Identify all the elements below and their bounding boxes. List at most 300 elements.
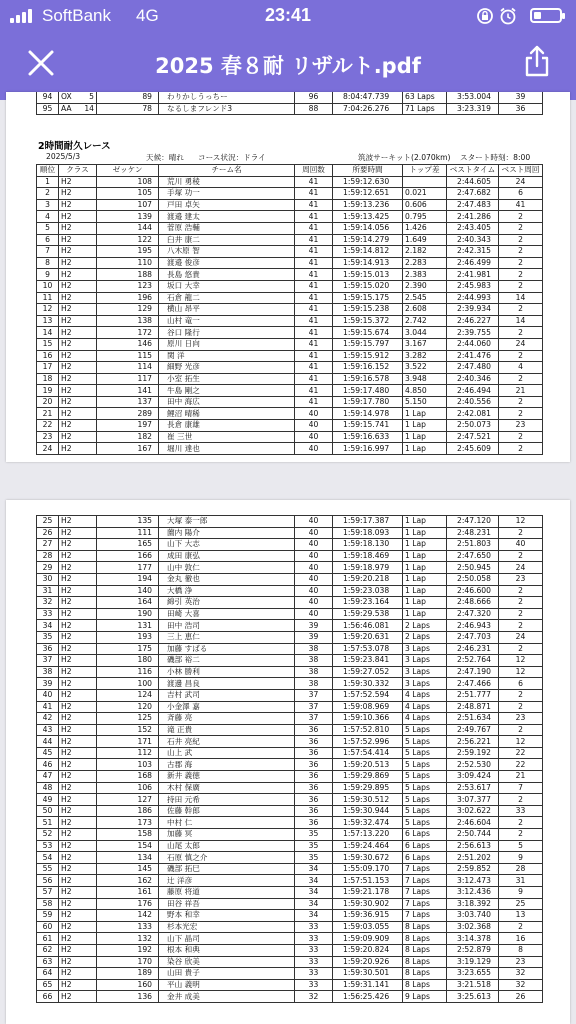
table-row: [37, 863, 543, 875]
table-row: [37, 910, 543, 922]
cell-best-time: 2:45.983: [447, 280, 499, 292]
cell-number: 144: [97, 222, 159, 234]
cell-total-time: 1:59:30.332: [333, 678, 403, 690]
cell-gap: 1 Lap: [403, 527, 447, 539]
cell-gap: 6 Laps: [403, 840, 447, 852]
race-weather: 天候：晴れ: [146, 153, 184, 162]
cell-gap: 1 Lap: [403, 550, 447, 562]
cell-laps: 41: [295, 362, 333, 374]
cell-best-lap: 2: [499, 373, 543, 385]
cell-number: 165: [97, 539, 159, 551]
cell-class: H2: [59, 338, 97, 350]
cell-laps: 36: [295, 724, 333, 736]
cell-class: H2: [59, 771, 97, 783]
header-best-time: ベストタイム: [447, 165, 499, 177]
table-row: [37, 92, 543, 103]
results-body-page2: [37, 516, 543, 1003]
cell-total-time: 1:57:54.414: [333, 747, 403, 759]
cell-number: 136: [97, 991, 159, 1003]
cell-gap: 2 Laps: [403, 620, 447, 632]
cell-best-lap: 2: [499, 327, 543, 339]
cell-best-time: 3:14.378: [447, 933, 499, 945]
cell-number: 193: [97, 631, 159, 643]
cell-total-time: 1:59:30.944: [333, 805, 403, 817]
table-row: [37, 805, 543, 817]
cell-team: 牛島 剛之: [159, 385, 295, 397]
cell-position: 24: [37, 443, 59, 455]
cell-laps: 33: [295, 956, 333, 968]
cell-position: 59: [37, 910, 59, 922]
cell-class: H2: [59, 759, 97, 771]
cell-number: 105: [97, 188, 159, 200]
table-row: [37, 315, 543, 327]
cell-total-time: 1:57:53.078: [333, 643, 403, 655]
table-row: [37, 968, 543, 980]
cell-best-lap: 9: [499, 852, 543, 864]
cell-best-time: 2:42.315: [447, 246, 499, 258]
header-number: ゼッケン: [97, 165, 159, 177]
cell-number: 111: [97, 527, 159, 539]
cell-class: H2: [59, 222, 97, 234]
cell-total-time: 1:59:18.469: [333, 550, 403, 562]
cell-gap: 5 Laps: [403, 817, 447, 829]
cell-laps: 33: [295, 921, 333, 933]
cell-number: 192: [97, 944, 159, 956]
cell-best-lap: 23: [499, 420, 543, 432]
cell-gap: 3.282: [403, 350, 447, 362]
table-row: [37, 573, 543, 585]
cell-position: 46: [37, 759, 59, 771]
cell-total-time: 1:59:23.841: [333, 655, 403, 667]
cell-position: 23: [37, 431, 59, 443]
cell-best-lap: 13: [499, 910, 543, 922]
cell-gap: 2.283: [403, 257, 447, 269]
cell-position: 45: [37, 747, 59, 759]
cell-class: H2: [59, 933, 97, 945]
nav-bar: [0, 34, 576, 100]
cell-position: 39: [37, 678, 59, 690]
cell-best-lap: 2: [499, 817, 543, 829]
cell-class: H2: [59, 211, 97, 223]
cell-position: 25: [37, 516, 59, 528]
cell-position: 44: [37, 736, 59, 748]
cell-class: H2: [59, 199, 97, 211]
cell-total-time: 7:04:26.276: [333, 103, 403, 115]
close-icon[interactable]: [26, 48, 56, 78]
cell-team: 磯部 拓巳: [159, 863, 295, 875]
cell-best-lap: 25: [499, 898, 543, 910]
cell-gap: 4 Laps: [403, 713, 447, 725]
cell-class: H2: [59, 689, 97, 701]
cell-number: 162: [97, 875, 159, 887]
cell-team: 山中 敦仁: [159, 562, 295, 574]
cell-gap: 1 Lap: [403, 562, 447, 574]
cell-gap: 8 Laps: [403, 921, 447, 933]
table-row: [37, 292, 543, 304]
cell-best-lap: 22: [499, 759, 543, 771]
cell-class: H2: [59, 257, 97, 269]
cell-number: 197: [97, 420, 159, 432]
cell-number: 125: [97, 713, 159, 725]
cell-best-time: 2:47.480: [447, 362, 499, 374]
cell-total-time: 1:59:17.387: [333, 516, 403, 528]
cell-best-lap: 2: [499, 597, 543, 609]
cell-total-time: 1:59:10.366: [333, 713, 403, 725]
cell-best-lap: 2: [499, 443, 543, 455]
cell-total-time: 1:59:29.869: [333, 771, 403, 783]
cell-team: 田中 海広: [159, 396, 295, 408]
cell-team: 古郡 海: [159, 759, 295, 771]
race-circuit: 筑波サーキット(2.070km): [358, 153, 451, 162]
cell-number: 103: [97, 759, 159, 771]
cell-best-lap: 32: [499, 968, 543, 980]
pdf-page-1[interactable]: [6, 92, 570, 462]
pdf-page-2[interactable]: [6, 500, 570, 1024]
cell-gap: 5 Laps: [403, 794, 447, 806]
cell-best-time: 2:44.060: [447, 338, 499, 350]
cell-total-time: 1:59:20.218: [333, 573, 403, 585]
cell-laps: 34: [295, 863, 333, 875]
cell-number: 172: [97, 327, 159, 339]
cell-number: 170: [97, 956, 159, 968]
cell-team: 綿引 英治: [159, 597, 295, 609]
cell-best-lap: 2: [499, 527, 543, 539]
cell-gap: 4.850: [403, 385, 447, 397]
cell-team: 加藤 すばる: [159, 643, 295, 655]
cell-position: 20: [37, 396, 59, 408]
results-table-page1: [36, 164, 543, 455]
cell-team: 磯部 裕二: [159, 655, 295, 667]
cell-number: 138: [97, 315, 159, 327]
cell-class: H2: [59, 246, 97, 258]
cell-best-lap: 24: [499, 176, 543, 188]
cell-position: 33: [37, 608, 59, 620]
cell-total-time: 1:59:15.741: [333, 420, 403, 432]
cell-position: 13: [37, 315, 59, 327]
cell-number: 140: [97, 585, 159, 597]
header-position: 順位: [37, 165, 59, 177]
cell-best-time: 2:44.605: [447, 176, 499, 188]
cell-class: H2: [59, 979, 97, 991]
header-laps: 周回数: [295, 165, 333, 177]
cell-position: 11: [37, 292, 59, 304]
cell-gap: 5 Laps: [403, 782, 447, 794]
cell-position: 57: [37, 887, 59, 899]
cell-total-time: 1:59:17.780: [333, 396, 403, 408]
cell-number: 168: [97, 771, 159, 783]
cell-position: 56: [37, 875, 59, 887]
cell-gap: 5 Laps: [403, 771, 447, 783]
cell-number: 164: [97, 597, 159, 609]
cell-number: 188: [97, 269, 159, 281]
cell-class: H2: [59, 643, 97, 655]
cell-position: 26: [37, 527, 59, 539]
cell-laps: 39: [295, 620, 333, 632]
cell-laps: 41: [295, 211, 333, 223]
cell-laps: 40: [295, 608, 333, 620]
table-row: [37, 257, 543, 269]
cell-gap: 0.021: [403, 188, 447, 200]
cell-best-lap: 2: [499, 257, 543, 269]
cell-class: H2: [59, 516, 97, 528]
cell-number: 117: [97, 373, 159, 385]
cell-laps: 36: [295, 736, 333, 748]
cell-gap: 7 Laps: [403, 898, 447, 910]
cell-laps: 34: [295, 898, 333, 910]
cell-team: 渡邉 建太: [159, 211, 295, 223]
cell-number: 177: [97, 562, 159, 574]
cell-best-time: 2:47.521: [447, 431, 499, 443]
cell-class: H2: [59, 852, 97, 864]
cell-gap: 2 Laps: [403, 631, 447, 643]
cell-position: 49: [37, 794, 59, 806]
cell-laps: 40: [295, 408, 333, 420]
results-body-page1: [37, 176, 543, 454]
cell-position: 8: [37, 257, 59, 269]
cell-team: 小室 拓生: [159, 373, 295, 385]
cell-class: H2: [59, 805, 97, 817]
cell-laps: 33: [295, 933, 333, 945]
cell-position: 27: [37, 539, 59, 551]
cell-team: 細野 光彦: [159, 362, 295, 374]
cell-laps: 36: [295, 817, 333, 829]
table-row: [37, 944, 543, 956]
cell-laps: 41: [295, 269, 333, 281]
cell-number: 112: [97, 747, 159, 759]
cell-class: H2: [59, 620, 97, 632]
cell-best-lap: 9: [499, 887, 543, 899]
cell-total-time: 1:59:23.164: [333, 597, 403, 609]
cell-gap: 4 Laps: [403, 701, 447, 713]
cell-total-time: 1:59:29.895: [333, 782, 403, 794]
cell-class: H2: [59, 863, 97, 875]
cell-laps: 33: [295, 979, 333, 991]
cell-best-lap: 36: [499, 103, 543, 115]
cell-laps: 40: [295, 585, 333, 597]
cell-team: 鯉沼 晴稀: [159, 408, 295, 420]
cell-gap: 1 Lap: [403, 539, 447, 551]
table-row: [37, 362, 543, 374]
cell-best-time: 3:07.377: [447, 794, 499, 806]
cell-position: 18: [37, 373, 59, 385]
cell-team: なるしまフレンド3: [159, 103, 295, 115]
cell-number: 152: [97, 724, 159, 736]
cell-team: 木村 保廣: [159, 782, 295, 794]
table-row: [37, 562, 543, 574]
cell-best-lap: 8: [499, 944, 543, 956]
table-row: [37, 550, 543, 562]
cell-number: 167: [97, 443, 159, 455]
header-best-lap: ベスト周回: [499, 165, 543, 177]
share-icon[interactable]: [524, 44, 550, 78]
cell-class: H2: [59, 292, 97, 304]
table-row: [37, 338, 543, 350]
cell-laps: 41: [295, 350, 333, 362]
header-team: チーム名: [159, 165, 295, 177]
cell-laps: 36: [295, 747, 333, 759]
table-row: [37, 103, 543, 115]
cell-best-lap: 2: [499, 304, 543, 316]
cell-class: H2: [59, 747, 97, 759]
table-row: [37, 643, 543, 655]
table-row: [37, 829, 543, 841]
cell-best-lap: 2: [499, 350, 543, 362]
cell-total-time: 1:59:14.978: [333, 408, 403, 420]
cell-number: 89: [97, 92, 159, 103]
cell-gap: 3 Laps: [403, 643, 447, 655]
cell-best-time: 2:41.981: [447, 269, 499, 281]
table-row: [37, 759, 543, 771]
cell-total-time: 1:59:27.052: [333, 666, 403, 678]
table-row: [37, 222, 543, 234]
cell-class: H2: [59, 840, 97, 852]
cell-team: 平山 義明: [159, 979, 295, 991]
cell-position: 14: [37, 327, 59, 339]
cell-team: 小金澤 嘉: [159, 701, 295, 713]
cell-position: 6: [37, 234, 59, 246]
cell-position: 15: [37, 338, 59, 350]
cell-team: 大塚 泰一郎: [159, 516, 295, 528]
cell-best-time: 2:46.604: [447, 817, 499, 829]
cell-class: H2: [59, 269, 97, 281]
cell-best-time: 2:51.803: [447, 539, 499, 551]
cell-position: 19: [37, 385, 59, 397]
cell-best-lap: 2: [499, 701, 543, 713]
cell-number: 132: [97, 933, 159, 945]
cell-class: H2: [59, 550, 97, 562]
document-title: 2025 春８耐 リザルト.pdf: [155, 54, 421, 78]
cell-team: 染谷 欣美: [159, 956, 295, 968]
cell-gap: 7 Laps: [403, 910, 447, 922]
table-row: [37, 921, 543, 933]
cell-best-time: 2:56.613: [447, 840, 499, 852]
cell-number: 166: [97, 550, 159, 562]
cell-position: 22: [37, 420, 59, 432]
cell-team: 小林 勝利: [159, 666, 295, 678]
cell-best-lap: 2: [499, 829, 543, 841]
cell-class: H2: [59, 817, 97, 829]
cell-best-time: 2:50.744: [447, 829, 499, 841]
cell-best-time: 3:23.655: [447, 968, 499, 980]
cell-gap: 5 Laps: [403, 736, 447, 748]
cell-position: 28: [37, 550, 59, 562]
cell-position: 1: [37, 176, 59, 188]
cell-laps: 41: [295, 188, 333, 200]
table-row: [37, 280, 543, 292]
table-row: [37, 608, 543, 620]
cell-total-time: 1:59:23.038: [333, 585, 403, 597]
cell-total-time: 1:59:14.279: [333, 234, 403, 246]
cell-team: 斉藤 亮: [159, 713, 295, 725]
cell-gap: 3 Laps: [403, 678, 447, 690]
cell-number: 139: [97, 211, 159, 223]
cell-total-time: 1:59:12.651: [333, 188, 403, 200]
cell-number: 154: [97, 840, 159, 852]
cell-best-time: 2:43.405: [447, 222, 499, 234]
cell-best-time: 2:46.499: [447, 257, 499, 269]
cell-best-lap: 2: [499, 550, 543, 562]
race-course-status: コース状況：ドライ: [198, 153, 266, 162]
cell-best-lap: 2: [499, 222, 543, 234]
cell-team: 野本 和幸: [159, 910, 295, 922]
cell-number: 160: [97, 979, 159, 991]
table-row: [37, 933, 543, 945]
cell-best-lap: 12: [499, 655, 543, 667]
cell-number: 142: [97, 910, 159, 922]
cell-gap: 4 Laps: [403, 689, 447, 701]
cell-total-time: 1:59:20.824: [333, 944, 403, 956]
cell-class: H2: [59, 304, 97, 316]
cell-team: 八木原 智: [159, 246, 295, 258]
cell-best-lap: 22: [499, 747, 543, 759]
header-bar: [0, 0, 576, 100]
cell-best-lap: 2: [499, 794, 543, 806]
cell-team: 渡邊 昌良: [159, 678, 295, 690]
cell-best-time: 2:41.286: [447, 211, 499, 223]
cell-total-time: 1:59:16.152: [333, 362, 403, 374]
cell-number: 145: [97, 863, 159, 875]
cell-laps: 40: [295, 431, 333, 443]
cell-team: 山上 武: [159, 747, 295, 759]
cell-number: 194: [97, 573, 159, 585]
cell-class: H2: [59, 666, 97, 678]
results-table-page2: [36, 515, 543, 1003]
cell-laps: 36: [295, 771, 333, 783]
cell-class: H2: [59, 736, 97, 748]
cell-team: 横山 昂平: [159, 304, 295, 316]
table-row: [37, 269, 543, 281]
cell-class: H2: [59, 631, 97, 643]
cell-position: 41: [37, 701, 59, 713]
cell-best-lap: 4: [499, 362, 543, 374]
table-row: [37, 701, 543, 713]
cell-position: 5: [37, 222, 59, 234]
cell-best-time: 2:52.530: [447, 759, 499, 771]
cell-gap: 2.182: [403, 246, 447, 258]
cell-laps: 41: [295, 280, 333, 292]
cell-class: H2: [59, 350, 97, 362]
cell-total-time: 1:59:29.538: [333, 608, 403, 620]
cell-laps: 41: [295, 246, 333, 258]
cell-team: 渡邉 俊彦: [159, 257, 295, 269]
cell-best-time: 2:50.073: [447, 420, 499, 432]
cell-class: H2: [59, 597, 97, 609]
race-start-time: スタート時刻：8:00: [460, 153, 531, 162]
table-row: [37, 188, 543, 200]
cell-gap: 3 Laps: [403, 666, 447, 678]
cell-position: 43: [37, 724, 59, 736]
cell-laps: 38: [295, 666, 333, 678]
cell-team: 根本 和典: [159, 944, 295, 956]
cell-position: 95: [37, 103, 59, 115]
cell-best-time: 2:40.346: [447, 373, 499, 385]
cell-total-time: 1:59:08.969: [333, 701, 403, 713]
cell-class: H2: [59, 968, 97, 980]
cell-team: 山下 晶司: [159, 933, 295, 945]
cell-best-time: 3:25.613: [447, 991, 499, 1003]
header-gap: トップ差: [403, 165, 447, 177]
cell-team: 辻 洋彦: [159, 875, 295, 887]
cell-gap: 7 Laps: [403, 863, 447, 875]
cell-team: 堀川 達也: [159, 443, 295, 455]
cell-total-time: 1:59:15.020: [333, 280, 403, 292]
cell-best-lap: 41: [499, 199, 543, 211]
cell-team: 藤原 将道: [159, 887, 295, 899]
cell-gap: 5 Laps: [403, 759, 447, 771]
cell-class: H2: [59, 910, 97, 922]
cell-total-time: 1:56:25.426: [333, 991, 403, 1003]
header-total-time: 所要時間: [333, 165, 403, 177]
